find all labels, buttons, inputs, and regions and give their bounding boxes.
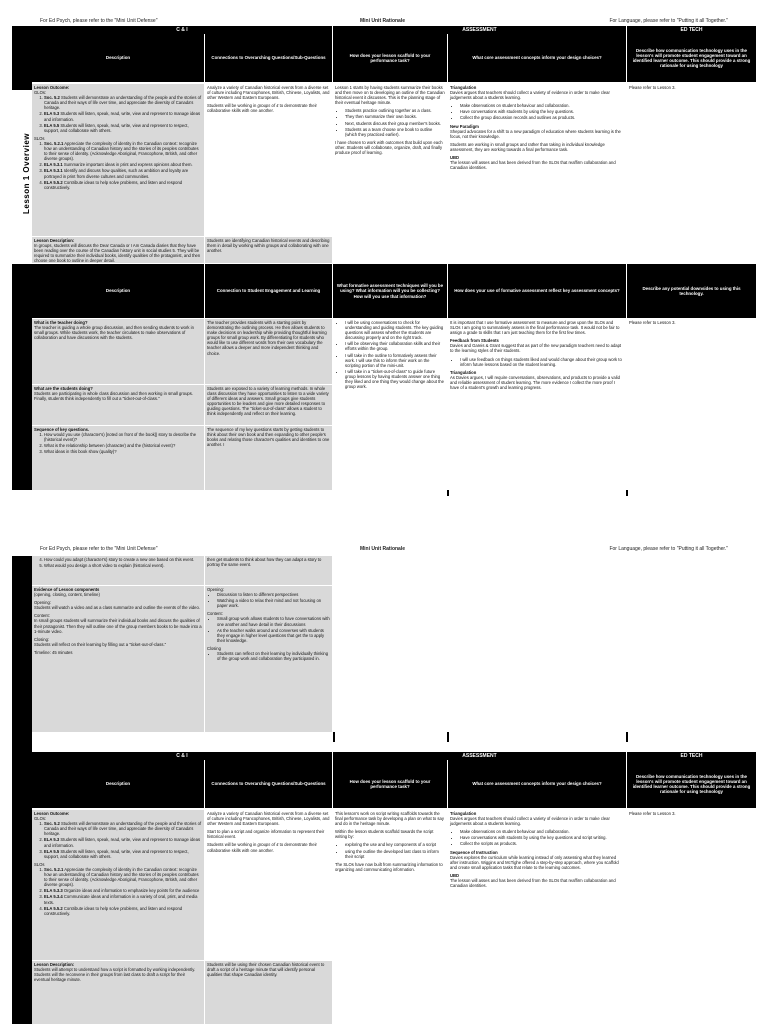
formative-reflection: It is important that I use formative assessment to measure and grow upon the SLOs and SLOs I am going to summatively assess in the final performance task. It would not be fair to assign a grade to skills that I am just teaching them for the first few times. Feedback from Students Davies and Gareis & Grant suggest that as part of the new paradigm teachers need to adapt to the learning styles of their students. • I will use feedback on things students liked and would change about their group work to inform future lessons based on the student learning. Triangulation As Davies argues, I will require conversations, observations, and products to provide a valid and reliable assessment of student learning. The more evidence I collect the more proof I have of a student's growth and learning progress. — [448, 319, 626, 490]
proc-header-reflect: How does your use of formative assessment reflect key assessment concepts? — [448, 264, 626, 318]
lesson1-description: Lesson Description: In groups, students will discuss the Dear Canada or I Am Canada diaries that they have been reading over the course of the Canadian history unit in social studies 5. They will be required to summarize their individual books, identify qualities of the protagonist, and then choose one book to outline in deeper detail. — [32, 237, 204, 263]
left-strip — [12, 556, 32, 756]
lesson2-core: Triangulation Davies argues that teachers should collect a variety of evidence in order to make clear judgements about a students learning. • Make observations on student behaviour and collaboration. • Have conversations with students by using the key questions and script writing. • Collect the scripts as products. Sequence of Instruction Davies explores the curriculum while learning instead of only assessing what they learned after instruction. Wiggins and McTighe offered a step-by-step approach, where you scaffold and create small application tasks that relate to the learning outcomes. UBD The lesson will asses and has been derived from the SLOs that reaffirm collaboration and Canadian identities. — [448, 810, 626, 1024]
col-header-core: What core assessment concepts inform your design choices? — [448, 760, 626, 808]
header-center: Mini Unit Rationale — [360, 18, 405, 24]
page-header — [0, 16, 768, 26]
lesson2-description-connection: Students will be using their chosen Canadian historical event to draft a script of a heritage minute that will identify personal qualities that shape Canadian identity. — [205, 961, 332, 1024]
col-header-description: Description — [32, 34, 204, 82]
section-ci: C & I — [32, 26, 332, 34]
lesson2-description: Lesson Description: Students will attempt to understand how a script is formatted by working independently. Students will the reconvene in their groups from last class to draft a script for their eventual heritage minute. — [32, 961, 204, 1024]
lesson1-core: Triangulation Davies argues that teachers should collect a variety of evidence in order to make clear judgements about a students learning. • Make observations on student behaviour and collaboration. • Have conversations with students by using the key questions. • Collect the group discussion records and outlines as products. New Paradigm Shepard advocates for a shift to a new paradigm of education where students learning is the focus, not their knowledge. Students are working in small groups and rather than taking in individual knowledge assessment, they are working towards a final performance task. UBD The lesson will asses and has been derived from the SLOs that reaffirm collaboration and Canadian identities. — [448, 84, 626, 262]
proc-header-formative: What formative assessment techniques will you be using? What information will you be collecting? How will you use that information? — [333, 264, 447, 318]
section-assessment: ASSESSMENT — [333, 752, 626, 760]
col-header-description: Description — [32, 760, 204, 808]
section-assessment: ASSESSMENT — [333, 26, 626, 34]
lesson1-label: Lesson 1 Overview — [21, 132, 31, 214]
divider — [447, 490, 449, 496]
lesson2-outcome: Lesson Outcome: GLOs: 1. Soc. 5.2 Students will demonstrate an understanding of the people and the stories of Canada and their ways of life over time, and appreciate the diversity of Canada's heritage. 2. ELA 5.3 Students will listen, speak, read, write, view and represent to manage ideas and information. 3. ELA 5.5 Students will listen, speak, read, write, view and represent to respect, support, and collaborate with others. SLOs 1. Soc. 5.2.1 Appreciate the complexity of identity in the Canadian context: recognize how an understanding of Canadian history and the stories of its peoples contributes to their sense of identity. (Acknowledge Aboriginal, Francophone, British, and other diverse groups). 2. ELA 5.3.3 Organize ideas and information to emphasize key points for the audience 3. ELA 5.3.4 Communicate ideas and information in a variety of oral, print, and media texts. 4. ELA 5.5.2 Contribute ideas to help solve problems, and listen and respond constructively. — [32, 810, 204, 960]
processes-label: Instructional Processes — [13, 353, 23, 455]
section-edtech: ED TECH — [627, 26, 756, 34]
section-ci: C & I — [32, 752, 332, 760]
col-header-edtech: Describe how communication technology uses in the lesson's will promote student engagement toward an identified learner outcome. This should provide a strong rationale for using technology — [627, 34, 756, 82]
lesson2-connections: Analyze a variety of Canadian historical events from a diverse set of culture including Francophones, British, Chinese, Loyalists, and other Western and Eastern Europeans. Start to plan a script and organize information to represent their historical event. Students will be working in groups of 4 to demonstrate their collaborative skills with one another. — [205, 810, 332, 960]
lesson-components-engagement: Opening: • Discussion to listen to different perspectives • Watching a video to relax their mind and not focusing on paper work. Content: • Small group work allows students to have conversations with one another and have detail in their discussions • As the teacher walks around and converses with students they engage in higher level questions that get the to apply their knowledge. Closing • Students can reflect on their learning by individually thinking of the group work and collaboration they participated in. — [205, 586, 332, 732]
proc-header-engagement: Connection to Student Engagement and Learning — [205, 264, 332, 318]
lesson1-edtech: Please refer to Lesson 3. — [627, 84, 756, 262]
lesson2-label: Lesson 2 Overview — [21, 855, 31, 937]
key-questions-continued: 4. How could you adapt (character's) story to create a new one based on this event. 5. What would you design a short video to explain (historical event). — [32, 556, 204, 585]
key-questions-engagement: The sequence of my key questions starts by getting students to think about their own book and then expanding to other people's books and relating those character's qualities and identities to one another. I — [205, 426, 332, 490]
section-edtech: ED TECH — [627, 752, 756, 760]
header-right: For Language, please refer to "Putting it all Together." — [609, 18, 728, 24]
divider — [447, 732, 449, 742]
col-header-scaffold: How does your lesson scaffold to your performance task? — [333, 34, 447, 82]
lesson-components: Evidence of Lesson components (opening, closing, content, timeline) Opening: Students will watch a video and as a class summarize and outline the events of the video. Content: In small groups students will summarize their individual books and discuss the qualities of their protagonist. Then they will outline one of the group members books to be made into a 1-minute video. Closing: Students will reflect on their learning by filling out a "ticket-out-of-class." Timeline: 45 minutes — [32, 586, 204, 732]
key-questions: Sequence of key questions. 1. How would you use (character's) [noted on front of the book]) story to describe the (historical event)? 2. What is the relationship between (character) and the (historical event)? 3. What ideas in this book show (quality)? — [32, 426, 204, 490]
col-header-connections: Connections to Overarching Questions/Sub-Questions — [205, 34, 332, 82]
col-header-connections: Connections to Overarching Questions/Sub-Questions — [205, 760, 332, 808]
col-header-scaffold: How does your lesson scaffold to your performance task? — [333, 760, 447, 808]
header-left: For Ed Psych, please refer to the "Mini Unit Defense" — [40, 546, 158, 552]
divider — [333, 732, 335, 742]
teacher-engagement: The teacher provides students with a starting point by demonstrating the outlining process. He then allows students to make decisions on leadership while providing thoughtful learning groups for small group work. By differentiating for students who would like to use different words from their own vocabulary the teacher allows a deeper and more independent thinking and choice. — [205, 319, 332, 384]
header-center: Mini Unit Rationale — [360, 546, 405, 552]
lesson1-connections: Analyze a variety of Canadian historical events from a diverse set of culture including Francophones, British, Chinese, Loyalists, and other Western and Eastern Europeans. Students will be working in groups of 4 to demonstrate their collaborative skills with one another. — [205, 84, 332, 236]
page-header — [0, 544, 768, 554]
teacher-doing: What is the teacher doing? The teacher is guiding a whole group discussion, and then sending students to work in small groups. While students work, the teacher circulates to make observations of collaboration and have discussions with the students. — [32, 319, 204, 384]
lesson2-scaffold: This lesson's work on script writing scaffolds towards the final performance task by developing a plan on what to say and do in the heritage minute. Within the lesson students scaffold towards the script writing by: • exploring the use and key components of a script • using the outline the developed last class to inform their script The SLOs have now built from summarizing information to organizing and communicating information. — [333, 810, 447, 1024]
students-engagement: Students are exposed to a variety of learning methods. In whole class discussion they have opportunities to listen to a wide variety of different ideas and answers. Small groups give students opportunities to be leaders and give more detailed responses to guiding questions. The "ticket-out-of-class" allows a student to think independently and reflect on their learning. — [205, 385, 332, 425]
students-doing: What are the students doing? Students are participating in whole class discussion and then working in small groups. Finally, students think independently to fill out a "ticket-out-of-class." — [32, 385, 204, 425]
left-strip — [12, 26, 32, 90]
lesson1-description-connection: Students are identifying Canadian historical events and describing them in detail by working within groups and collaborating with one another. — [205, 237, 332, 263]
lesson2-edtech: Please refer to Lesson 3. — [627, 810, 756, 1024]
proc-header-downsides: Describe any potential downsides to using this technology. — [627, 264, 756, 318]
divider — [626, 732, 628, 742]
divider — [626, 490, 628, 496]
col-header-core: What core assessment concepts inform your design choices? — [448, 34, 626, 82]
col-header-edtech: Describe how communication technology uses in the lesson's will promote student engagement toward an identified learner outcome. This should provide a strong rationale for using technology — [627, 760, 756, 808]
lesson1-outcome: Lesson Outcome: GLOs: 1. Soc. 5.2 Students will demonstrate an understanding of the people and the stories of Canada and their ways of life over time, and appreciate the diversity of Canada's heritage. 2. ELA 5.3 Students will listen, speak, read, write, view and represent to manage ideas and information. 3. ELA 5.5 Students will listen, speak, read, write, view and represent to respect, support, and collaborate with others. SLOs 1. Soc. 5.2.1 Appreciate the complexity of identity in the Canadian context: recognize how an understanding of Canadian history and the stories of its peoples contributes to their sense of identity. (Acknowledge Aboriginal, Francophone, British, and other diverse groups). 2. ELA 5.3.1 Summarize important ideas in print and express opinions about them. 3. ELA 5.3.1 Identify and discuss how qualities, such as ambition and loyalty are portrayed in print from diverse cultures and communities. 4. ELA 5.5.2 Contribute ideas to help solve problems, and listen and respond constructively. — [32, 84, 204, 236]
downsides: Please refer to Lesson 3. — [627, 319, 756, 490]
header-right: For Language, please refer to "Putting it all Together." — [609, 546, 728, 552]
lesson1-scaffold: Lesson 1 starts by having students summarize their books and then move on to developing an outline of the Canadian historical event it discusses. This is the planning stage of their eventual heritage minute. • Students practice outlining together as a class. • They then summarize their own books. • Next, students discuss their group member's books. • Students as a team choose one book to outline (which they practiced earlier). I have chosen to work with outcomes that build upon each other. Students will collaborate, organize, draft, and finally produce proof of learning. — [333, 84, 447, 262]
proc-header-description: Description — [32, 264, 204, 318]
formative-techniques: • I will be using conversations to check for understanding and guiding students. The key guiding questions will assess whether the students are discussing properly and on the right track. • I will be observing their collaboration skills and their efforts within the group. • I will take in the outline to formatively assess their work. I will use this to inform their work on the scripting portion of the mini-unit. • I will take in a "ticket-out-of-class" to guide future group lessons by having students answer one thing they liked and one thing they would change about the group work. — [333, 319, 447, 490]
key-questions-continued-engagement: then get students to think about how they can adapt a story to portray the same event. — [205, 556, 332, 585]
header-left: For Ed Psych, please refer to the "Mini Unit Defense" — [40, 18, 158, 24]
